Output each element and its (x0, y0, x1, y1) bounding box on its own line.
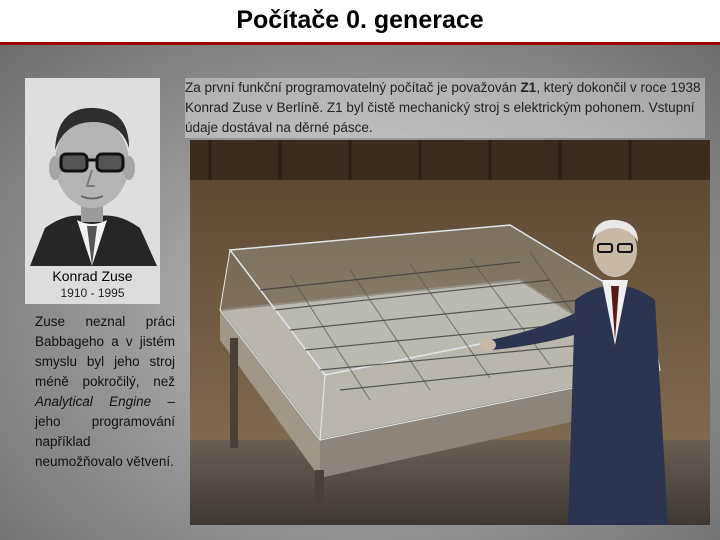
intro-part1: Za první funkční programovatelný počítač je považován (185, 80, 521, 95)
side-text-part2: – jeho programování například neumožňovalo větvení. (35, 394, 175, 469)
side-description (35, 312, 175, 472)
intro-bold: Z1 (520, 80, 537, 95)
slide-title: Počítače 0. generace (236, 6, 484, 34)
side-text-italic: Analytical Engine (35, 394, 152, 409)
z1-photo (190, 140, 710, 525)
name-caption (25, 266, 160, 304)
portrait-illustration (25, 78, 160, 266)
person-years: 1910 - 1995 (60, 286, 125, 300)
intro-paragraph (185, 78, 705, 138)
person-name: Konrad Zuse (52, 268, 133, 284)
title-bar (0, 0, 720, 44)
portrait-image (25, 78, 160, 266)
side-text-part1: Zuse neznal práci Babbageho a v jistém smyslu byl jeho stroj méně pokročilý, než (35, 314, 175, 389)
intro-part2: , který dokončil v roce 1938 Konrad Zuse v Berlíně. Z1 byl čistě mechanický stroj s elektrickým pohonem. Vstupní údaje dostával na děrné pásce. (185, 80, 701, 135)
z1-illustration (190, 140, 710, 525)
